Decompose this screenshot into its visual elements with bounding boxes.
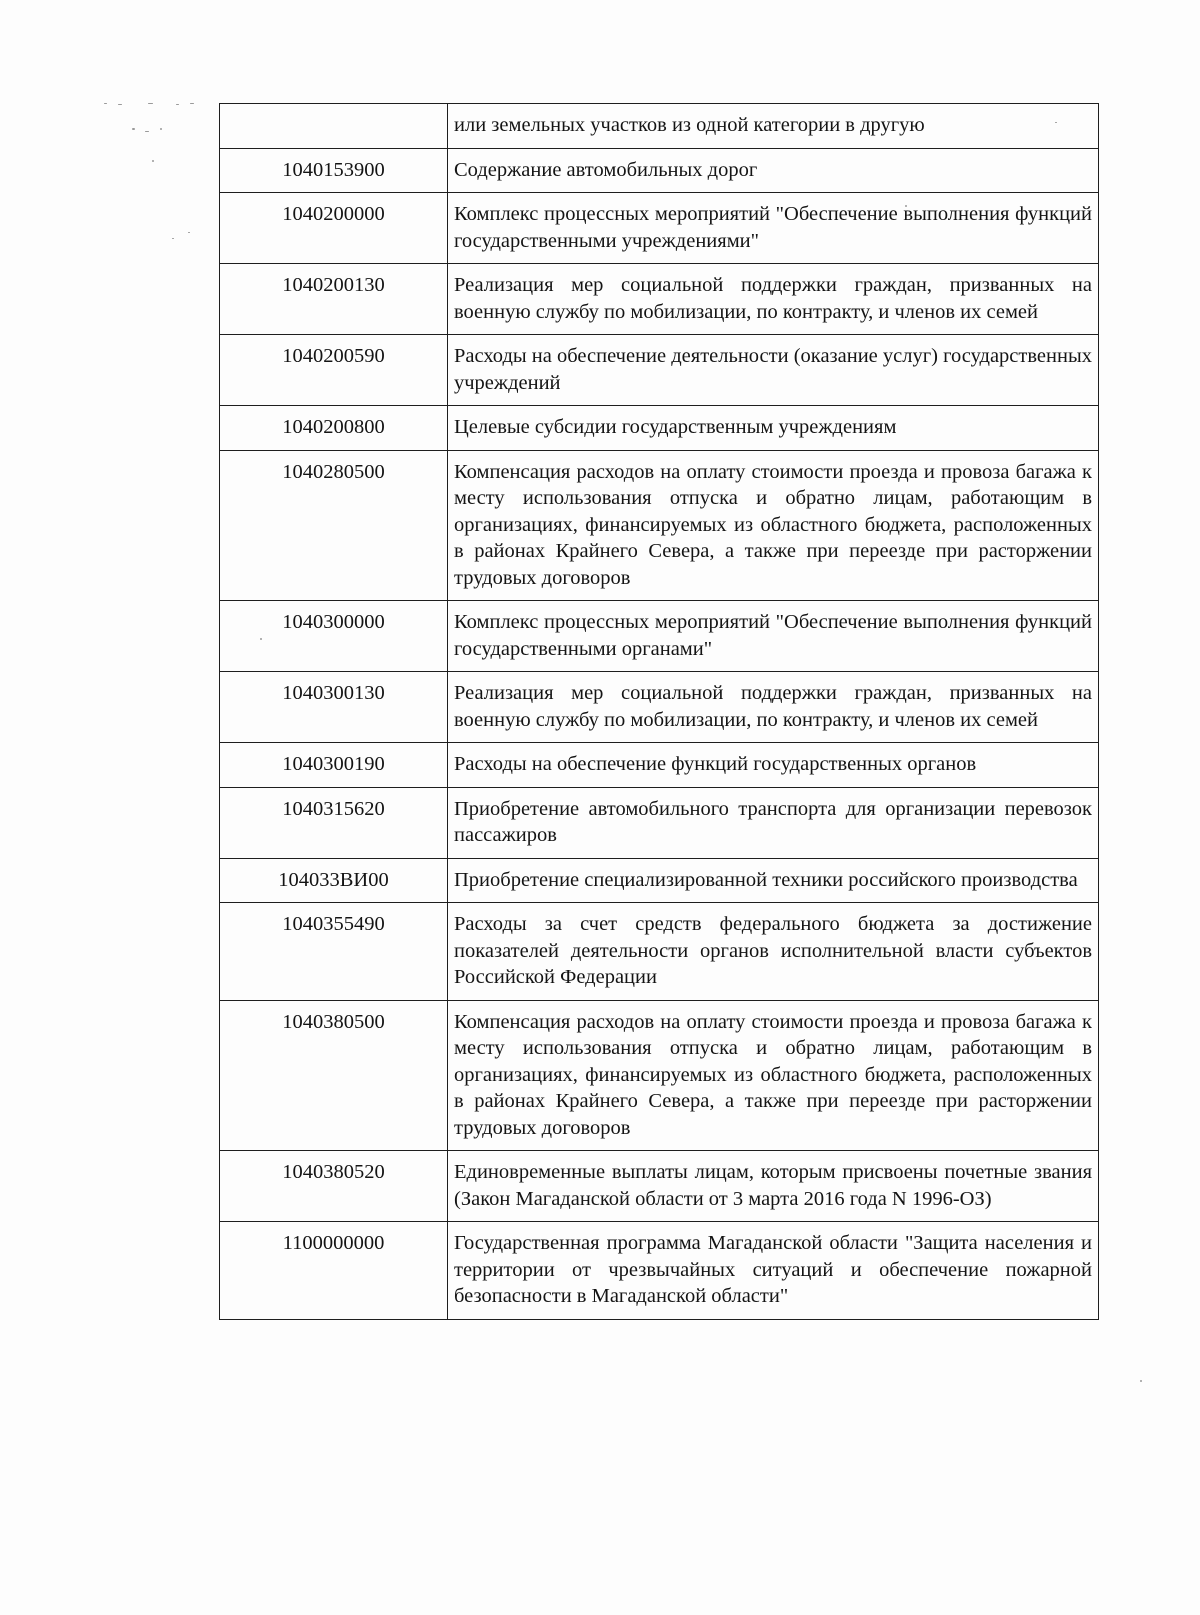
- table-row: [220, 406, 1099, 451]
- row-code: 1040280500: [220, 450, 448, 601]
- table-row: [220, 787, 1099, 858]
- row-description: Приобретение специализированной техники российского производства: [448, 858, 1099, 903]
- row-description: Компенсация расходов на оплату стоимости проезда и провоза багажа к месту использования отпуска и обратно лицам, работающим в организациях, финансируемых из областного бюджета, расположенных в районах Крайнего Севера, а также при переезде при расторжении трудовых договоров: [448, 450, 1099, 601]
- row-description: Реализация мер социальной поддержки граждан, призванных на военную службу по мобилизации, по контракту, и членов их семей: [448, 264, 1099, 335]
- row-code: 1040355490: [220, 903, 448, 1001]
- table-row: [220, 335, 1099, 406]
- row-code: 1040315620: [220, 787, 448, 858]
- scan-speck: [118, 104, 122, 105]
- row-code: 1040200590: [220, 335, 448, 406]
- row-description: Комплекс процессных мероприятий "Обеспечение выполнения функций государственными учреждениями": [448, 193, 1099, 264]
- table-row: [220, 672, 1099, 743]
- row-description: Государственная программа Магаданской области "Защита населения и территории от чрезвычайных ситуаций и обеспечение пожарной безопасности в Магаданской области": [448, 1222, 1099, 1320]
- row-description: Приобретение автомобильного транспорта для организации перевозок пассажиров: [448, 787, 1099, 858]
- table-row: [220, 193, 1099, 264]
- table-row: [220, 104, 1099, 149]
- table-row: [220, 1222, 1099, 1320]
- budget-classification-table: [219, 103, 1099, 1320]
- table-row: [220, 601, 1099, 672]
- row-code: 1040380500: [220, 1000, 448, 1151]
- row-code: 1040380520: [220, 1151, 448, 1222]
- row-description: Комплекс процессных мероприятий "Обеспечение выполнения функций государственными органами": [448, 601, 1099, 672]
- table-row: [220, 148, 1099, 193]
- row-description: Реализация мер социальной поддержки граждан, призванных на военную службу по мобилизации, по контракту, и членов их семей: [448, 672, 1099, 743]
- row-description: Компенсация расходов на оплату стоимости проезда и провоза багажа к месту использования отпуска и обратно лицам, работающим в организациях, финансируемых из областного бюджета, расположенных в районах Крайнего Севера, а также при переезде при расторжении трудовых договоров: [448, 1000, 1099, 1151]
- row-code: 1040300000: [220, 601, 448, 672]
- row-code: [220, 104, 448, 149]
- row-description: Расходы за счет средств федерального бюджета за достижение показателей деятельности органов исполнительной власти субъектов Российской Федерации: [448, 903, 1099, 1001]
- scan-speck: [176, 104, 179, 105]
- table-row: [220, 858, 1099, 903]
- row-description: Единовременные выплаты лицам, которым присвоены почетные звания (Закон Магаданской области от 3 марта 2016 года N 1996-ОЗ): [448, 1151, 1099, 1222]
- scan-speck: [190, 103, 194, 104]
- row-description: Расходы на обеспечение деятельности (оказание услуг) государственных учреждений: [448, 335, 1099, 406]
- row-description: Целевые субсидии государственным учреждениям: [448, 406, 1099, 451]
- table-row: [220, 450, 1099, 601]
- row-code: 1040300130: [220, 672, 448, 743]
- table-row: [220, 264, 1099, 335]
- row-code: 1040200800: [220, 406, 448, 451]
- row-code: 1040300190: [220, 743, 448, 788]
- scan-speck: [132, 128, 135, 130]
- scan-speck: [145, 131, 149, 132]
- table-row: [220, 1151, 1099, 1222]
- scan-speck: [172, 238, 174, 239]
- table-row: [220, 903, 1099, 1001]
- row-description: Расходы на обеспечение функций государственных органов: [448, 743, 1099, 788]
- table-row: [220, 1000, 1099, 1151]
- table-row: [220, 743, 1099, 788]
- row-description: Содержание автомобильных дорог: [448, 148, 1099, 193]
- row-code: 1040200000: [220, 193, 448, 264]
- row-code: 1040153900: [220, 148, 448, 193]
- scan-speck: [152, 160, 154, 162]
- row-code: 1100000000: [220, 1222, 448, 1320]
- row-code: 1040200130: [220, 264, 448, 335]
- row-code: 104033ВИ00: [220, 858, 448, 903]
- row-description: или земельных участков из одной категории в другую: [448, 104, 1099, 149]
- scan-speck: [1140, 1380, 1142, 1382]
- scan-speck: [148, 103, 153, 104]
- scan-speck: [104, 103, 107, 104]
- table-body: [220, 104, 1099, 1320]
- scan-speck: [160, 128, 162, 130]
- scan-speck: [188, 232, 190, 233]
